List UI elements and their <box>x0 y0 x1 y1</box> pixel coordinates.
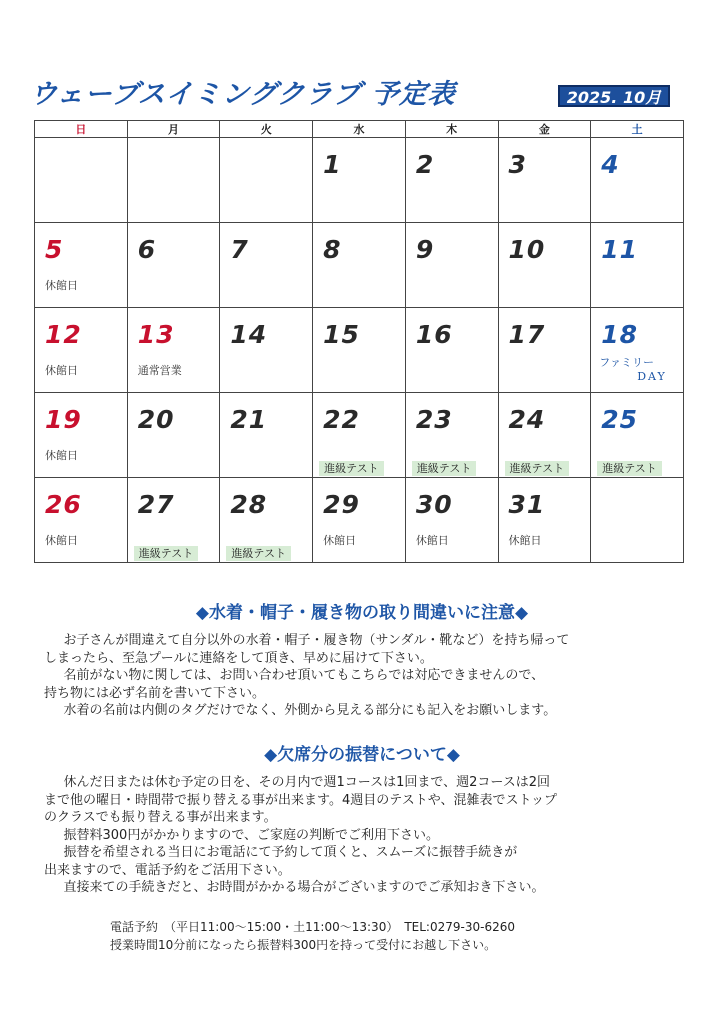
weekday-mon: 月 <box>127 121 220 138</box>
day-cell-21 <box>220 393 313 478</box>
weekday-tue: 火 <box>220 121 313 138</box>
day-number: 17 <box>508 320 546 349</box>
week-row-4 <box>35 393 684 478</box>
week-row-5 <box>35 478 684 563</box>
paragraph-line: しまったら、至急プールに連絡をして頂き、早めに届けて下さい。 <box>44 650 433 666</box>
day-cell-7 <box>220 223 313 308</box>
paragraph-line: お子さんが間違えて自分以外の水着・帽子・履き物（サンダル・靴など）を持ち帰って <box>63 633 570 648</box>
day-number: 5 <box>45 235 64 264</box>
weekday-wed: 水 <box>313 121 406 138</box>
section-heading-makeup: ◆欠席分の振替について◆ <box>264 745 460 765</box>
closed-note: 休館日 <box>45 364 78 377</box>
day-number: 23 <box>415 405 453 434</box>
day-cell-19 <box>35 393 128 478</box>
contact-info <box>110 918 700 954</box>
test-tag: 進級テスト <box>226 546 291 561</box>
weekday-fri: 金 <box>498 121 591 138</box>
family-note-line1: ファミリー <box>599 356 654 369</box>
paragraph-line: のクラスでも振り替える事が出来ます。 <box>44 810 277 825</box>
day-cell-6 <box>127 223 220 308</box>
day-number: 7 <box>230 235 249 264</box>
week-row-2 <box>35 223 684 308</box>
day-cell-3 <box>498 138 591 223</box>
day-number: 22 <box>323 405 360 434</box>
day-cell-12 <box>35 308 128 393</box>
day-cell-30 <box>405 478 498 563</box>
day-cell-8 <box>313 223 406 308</box>
normal-business-note: 通常営業 <box>137 364 182 377</box>
section-body-makeup <box>44 774 694 897</box>
paragraph-line: 水着の名前は内側のタグだけでなく、外側から見える部分にも記入をお願いします。 <box>63 703 557 718</box>
section-body-belongings <box>44 632 694 720</box>
contact-phone-line: 電話予約 （平日11:00～15:00・土11:00～13:30） TEL:0279-30-6260 <box>110 920 515 934</box>
test-tag: 進級テスト <box>505 461 570 476</box>
test-tag: 進級テスト <box>319 461 384 476</box>
day-cell-31 <box>498 478 591 563</box>
day-number: 28 <box>230 490 268 519</box>
day-number: 10 <box>508 235 546 264</box>
day-cell-27 <box>127 478 220 563</box>
day-cell-15 <box>313 308 406 393</box>
day-number: 29 <box>323 490 360 519</box>
closed-note: 休館日 <box>323 534 357 547</box>
day-number: 16 <box>415 320 453 349</box>
weekday-sun: 日 <box>35 121 128 138</box>
day-number: 31 <box>508 490 546 519</box>
day-cell-1 <box>313 138 406 223</box>
closed-note: 休館日 <box>508 534 542 547</box>
day-cell-23 <box>405 393 498 478</box>
day-cell-24 <box>498 393 591 478</box>
family-day-note <box>599 356 667 384</box>
week-row-1 <box>35 138 684 223</box>
day-number: 30 <box>415 490 453 519</box>
contact-instruction-line: 授業時間10分前になったら振替料300円を持って受付にお越し下さい。 <box>110 938 497 952</box>
day-cell-28 <box>220 478 313 563</box>
day-number: 24 <box>508 405 546 434</box>
closed-note: 休館日 <box>415 534 449 547</box>
closed-note: 休館日 <box>45 534 78 547</box>
page-title: ウェーブスイミングクラブ 予定表 <box>28 79 457 110</box>
day-number: 8 <box>323 235 342 264</box>
day-cell-empty <box>591 478 684 563</box>
paragraph-line: 直接来ての手続きだと、お時間がかかる場合がございますのでご承知おき下さい。 <box>63 880 545 895</box>
day-number: 14 <box>230 320 268 349</box>
day-number: 2 <box>415 150 435 179</box>
family-note-line2: DAY <box>637 370 667 383</box>
day-cell-14 <box>220 308 313 393</box>
day-number: 15 <box>323 320 360 349</box>
month-badge: 2025. 10月 <box>558 85 670 107</box>
day-number: 12 <box>45 320 82 349</box>
day-cell-20 <box>127 393 220 478</box>
day-cell-10 <box>498 223 591 308</box>
day-cell-4 <box>591 138 684 223</box>
closed-note: 休館日 <box>45 279 78 292</box>
day-cell-29 <box>313 478 406 563</box>
day-cell-22 <box>313 393 406 478</box>
test-tag: 進級テスト <box>412 461 477 476</box>
paragraph-line: 持ち物には必ず名前を書いて下さい。 <box>44 685 266 701</box>
day-number: 3 <box>508 150 527 179</box>
day-number: 9 <box>415 235 435 264</box>
section-heading-belongings: ◆水着・帽子・履き物の取り間違いに注意◆ <box>195 603 529 623</box>
day-number: 21 <box>230 405 268 434</box>
paragraph-line: まで他の曜日・時間帯で振り替える事が出来ます。4週目のテストや、混雑表でストップ <box>44 792 558 808</box>
day-number: 19 <box>45 405 82 434</box>
day-cell-2 <box>405 138 498 223</box>
day-number: 1 <box>323 150 342 179</box>
day-number: 13 <box>137 320 175 349</box>
day-number: 26 <box>45 490 82 519</box>
test-tag: 進級テスト <box>597 461 662 476</box>
day-number: 27 <box>137 490 175 519</box>
day-cell-5 <box>35 223 128 308</box>
day-cell-empty <box>127 138 220 223</box>
weekday-sat: 土 <box>591 121 684 138</box>
day-cell-25 <box>591 393 684 478</box>
week-row-3 <box>35 308 684 393</box>
day-cell-empty <box>220 138 313 223</box>
weekday-header-row <box>35 121 684 138</box>
day-number: 4 <box>601 150 620 179</box>
paragraph-line: 名前がない物に関しては、お問い合わせ頂いてもこちらでは対応できませんので、 <box>63 668 545 683</box>
day-cell-13 <box>127 308 220 393</box>
paragraph-line: 振替料300円がかかりますので、ご家庭の判断でご利用下さい。 <box>63 827 440 843</box>
paragraph-line: 振替を希望される当日にお電話にて予約して頂くと、スムーズに振替手続きが <box>63 845 518 860</box>
day-number: 25 <box>601 405 639 434</box>
day-cell-empty <box>35 138 128 223</box>
paragraph-line: 出来ますので、電話予約をご活用下さい。 <box>44 862 291 878</box>
calendar <box>34 120 684 563</box>
weekday-thu: 木 <box>405 121 498 138</box>
day-number: 6 <box>137 235 157 264</box>
day-number: 20 <box>137 405 175 434</box>
day-number: 11 <box>601 235 639 264</box>
paragraph-line: 休んだ日または休む予定の日を、その月内で週1コースは1回まで、週2コースは2回 <box>63 775 551 790</box>
day-cell-26 <box>35 478 128 563</box>
day-cell-17 <box>498 308 591 393</box>
closed-note: 休館日 <box>45 449 78 462</box>
day-cell-11 <box>591 223 684 308</box>
test-tag: 進級テスト <box>134 546 199 561</box>
day-cell-16 <box>405 308 498 393</box>
day-cell-9 <box>405 223 498 308</box>
day-cell-18 <box>591 308 684 393</box>
day-number: 18 <box>601 320 639 349</box>
